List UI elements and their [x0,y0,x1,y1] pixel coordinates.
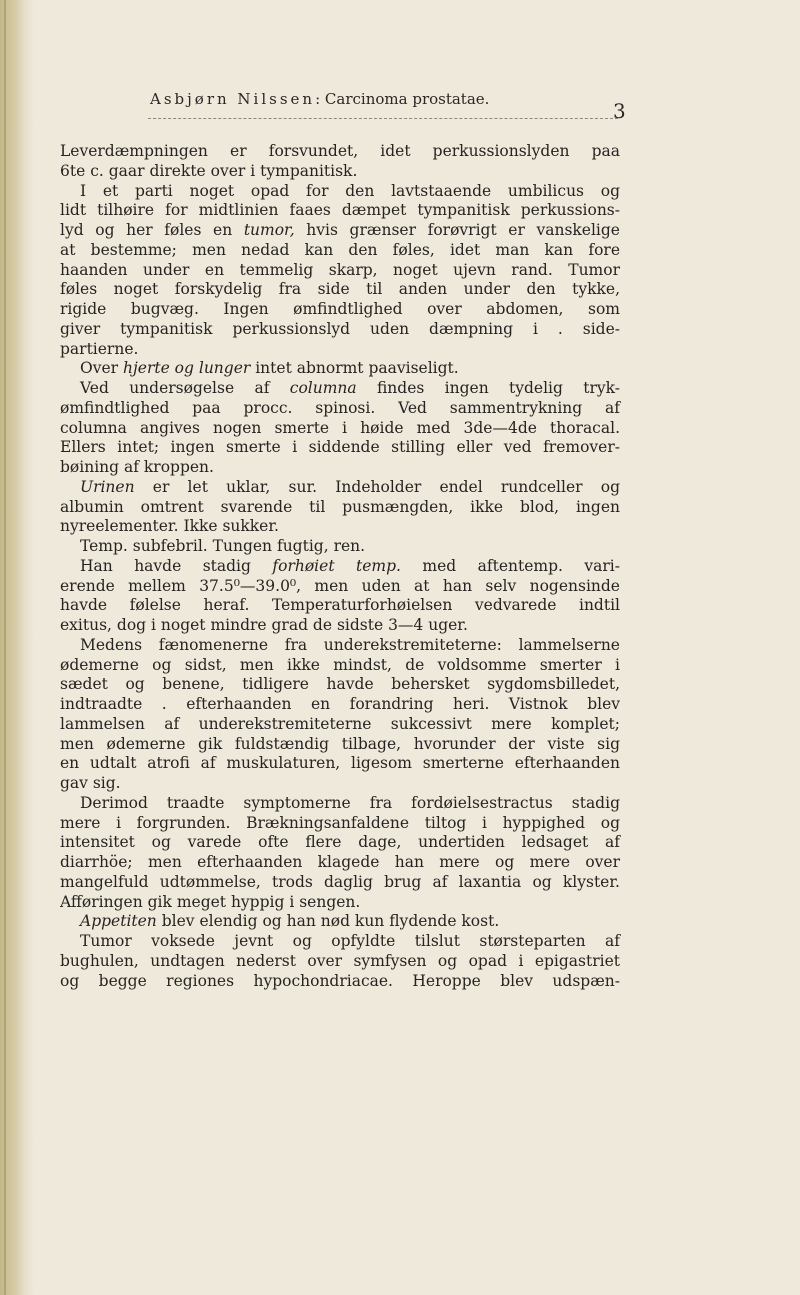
text-line [60,557,620,577]
italic-term: hjerte og lunger [122,359,251,378]
text-line [60,616,620,636]
text-run: gav sig. [60,774,121,792]
text-line [60,182,620,202]
italic-term: Appetiten [80,912,157,931]
text-run: albumin omtrent svarende til pusmængden, ikke blod, ingen [60,497,620,516]
header-rule [148,118,618,119]
header-title: Carcinoma prostatae. [324,90,490,108]
text-line [60,498,620,518]
text-run: Afføringen gik meget hyppig i sengen. [60,892,361,911]
text-run: sædet og benene, tidligere havde behersket sygdomsbilledet, [60,675,620,694]
text-line [60,893,620,913]
text-line [60,261,620,281]
text-run: en udtalt atrofi af muskulaturen, ligesom smerterne efterhaanden [60,754,620,773]
text-line [60,221,620,241]
text-run: haanden under en temmelig skarp, noget ujevn rand. Tumor [60,260,620,279]
italic-term: columna [289,379,357,397]
text-run: rigide bugvæg. Ingen ømfindtlighed over abdomen, som [60,300,620,318]
text-run: føles noget forskydelig fra side til anden under den tykke, [60,280,620,299]
text-run: Over [80,359,123,378]
text-run: mangelfuld udtømmelse, trods daglig brug af laxantia og klyster. [60,872,620,891]
text-line [60,715,620,735]
text-run: bughulen, undtagen nederst over symfysen og opad i epigastriet [60,951,620,970]
page-number: 3 [613,99,626,123]
text-line [60,656,620,676]
text-line [60,814,620,834]
text-run: men ødemerne gik fuldstændig tilbage, hvorunder der viste sig [60,734,620,753]
text-run: erende mellem 37.5⁰—39.0⁰, men uden at han selv nogensinde [60,576,620,595]
text-line [60,300,620,320]
text-run: partierne. [60,339,139,358]
body-text [60,142,620,991]
text-run: diarrhöe; men efterhaanden klagede han mere og mere over [60,853,620,871]
text-run: bøining af kroppen. [60,458,214,476]
text-line [60,517,620,537]
text-run: at bestemme; men nedad kan den føles, idet man kan fore [60,240,620,259]
text-line [60,201,620,221]
text-line [60,695,620,715]
text-line [60,912,620,932]
text-run: Medens fænomenerne fra underekstremiteterne: lammelserne [80,635,620,654]
text-line [60,458,620,478]
text-line [60,241,620,261]
text-run: lammelsen af underekstremiteterne sukcessivt mere komplet; [60,714,620,733]
italic-term: forhøiet temp. [272,556,401,575]
text-run: og begge regiones hypochondriacae. Heroppe blev udspæn- [60,971,620,990]
text-run: lidt tilhøire for midtlinien faaes dæmpet tympanitisk perkussions- [60,201,620,220]
running-header [150,90,590,108]
text-line [60,754,620,774]
text-line [60,774,620,794]
text-line [60,636,620,656]
text-run: ømfindtlighed paa procc. spinosi. Ved sammentrykning af [60,398,620,417]
text-line [60,359,620,379]
text-line [60,675,620,695]
text-run: giver tympanitisk perkussionslyd uden dæmpning i . side- [60,319,620,338]
text-line [60,320,620,340]
text-run: Ved undersøgelse af [80,379,290,397]
text-line [60,972,620,992]
text-run: havde følelse heraf. Temperaturforhøielsen vedvarede indtil [60,596,620,615]
text-line [60,596,620,616]
text-run: blev elendig og han nød kun flydende kost. [156,912,500,931]
italic-term: tumor, [243,221,295,239]
text-line [60,952,620,972]
text-run: Tumor voksede jevnt og opfyldte tilslut størsteparten af [80,932,620,950]
text-run: Ellers intet; ingen smerte i siddende stilling eller ved fremover- [60,438,620,457]
text-line [60,794,620,814]
italic-term: Urinen [80,477,135,496]
text-line [60,162,620,182]
text-line [60,537,620,557]
text-run: findes ingen tydelig tryk- [356,379,621,397]
text-run: mere i forgrunden. Brækningsanfaldene tiltog i hyppighed og [60,813,620,832]
text-run: Han havde stadig [80,556,273,575]
text-run: I et parti noget opad for den lavtstaaende umbilicus og [80,181,620,200]
text-run: Temp. subfebril. Tungen fugtig, ren. [80,537,366,555]
header-separator: : [315,90,321,108]
text-run: ødemerne og sidst, men ikke mindst, de voldsomme smerter i [60,655,620,674]
text-run: lyd og her føles en [60,221,244,239]
text-line [60,577,620,597]
text-run: indtraadte . efterhaanden en forandring heri. Vistnok blev [60,695,620,713]
text-line [60,932,620,952]
text-run: hvis grænser forøvrigt er vanskelige [294,221,620,239]
text-line [60,438,620,458]
text-run: 6te c. gaar direkte over i tympanitisk. [60,161,358,180]
text-line [60,399,620,419]
text-line [60,419,620,439]
text-run: intensitet og varede ofte flere dage, undertiden ledsaget af [60,833,620,852]
text-run: columna angives nogen smerte i høide med 3de—4de thoracal. [60,418,620,437]
text-run: er let uklar, sur. Indeholder endel rundceller og [134,477,620,496]
text-line [60,853,620,873]
text-run: Leverdæmpningen er forsvundet, idet perkussionslyden paa [60,142,620,160]
text-line [60,142,620,162]
header-author: Asbjørn Nilssen [150,90,316,108]
text-line [60,873,620,893]
text-run: Derimod traadte symptomerne fra fordøielsestractus stadig [80,793,620,812]
text-line [60,379,620,399]
text-run: intet abnormt paaviseligt. [250,359,459,378]
text-line [60,478,620,498]
binding-edge [4,0,6,1295]
text-run: exitus, dog i noget mindre grad de sidste 3—4 uger. [60,616,468,634]
text-run: med aftentemp. vari- [400,556,620,575]
text-line [60,833,620,853]
text-line [60,340,620,360]
text-line [60,735,620,755]
text-line [60,280,620,300]
text-run: nyreelementer. Ikke sukker. [60,517,279,536]
